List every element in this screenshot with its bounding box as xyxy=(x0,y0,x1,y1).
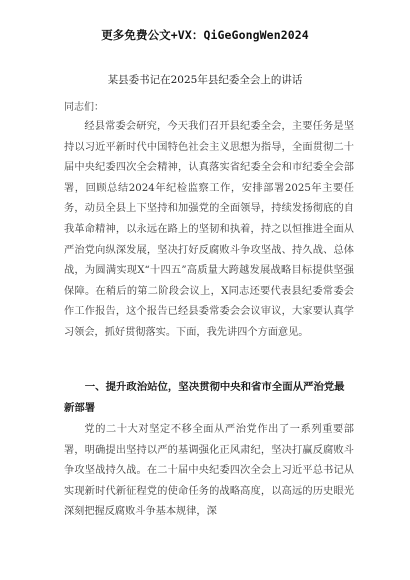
watermark-header: 更多免费公文+VX：QiGeGongWen2024 xyxy=(101,28,309,42)
document-title: 某县委书记在2025年县纪委全会上的讲话 xyxy=(107,74,303,86)
body-paragraph-2: 党的二十大对坚定不移全面从严治党作出了一系列重要部署，明确提出坚持以严的基调强化正风肃纪，坚决打赢反腐败斗争攻坚战持久战。在二十届中央纪委四次全会上习近平总书记从实现新时代新征程党的使命任务的战略高度，以高远的历史眼光深刻把握反腐败斗争基本规律，深 xyxy=(64,424,354,518)
body-paragraph: 经县常委会研究，今天我们召开县纪委全会，主要任务是坚持以习近平新时代中国特色社会主义思想为指导，全面贯彻二十届中央纪委四次全会精神，认真落实省纪委全会和市纪委全会部署，回顾总结2024年纪检监察工作，安排部署2025年主要任务，动员全县上下坚持和加强党的全面领导，持续发扬彻底的自我革命精神，以永远在路上的坚韧和执着，持之以恒推进全面从严治党向纵深发展，坚决打好反腐败斗争攻坚战、持久战、总体战，为圆满实现X“十四五”高质量大跨越发展战略目标提供坚强保障。在稍后的第二阶段会议上，X同志还要代表县纪委常委会作工作报告，这个报告已经县委常委会会议审议，大家要认真学习领会，抓好贯彻落实。下面，我先讲四个方面意见。 xyxy=(64,121,354,338)
salutation: 同志们： xyxy=(64,102,104,113)
section-heading: 一、提升政治站位，坚决贯彻中央和省市全面从严治党最新部署 xyxy=(64,381,345,414)
